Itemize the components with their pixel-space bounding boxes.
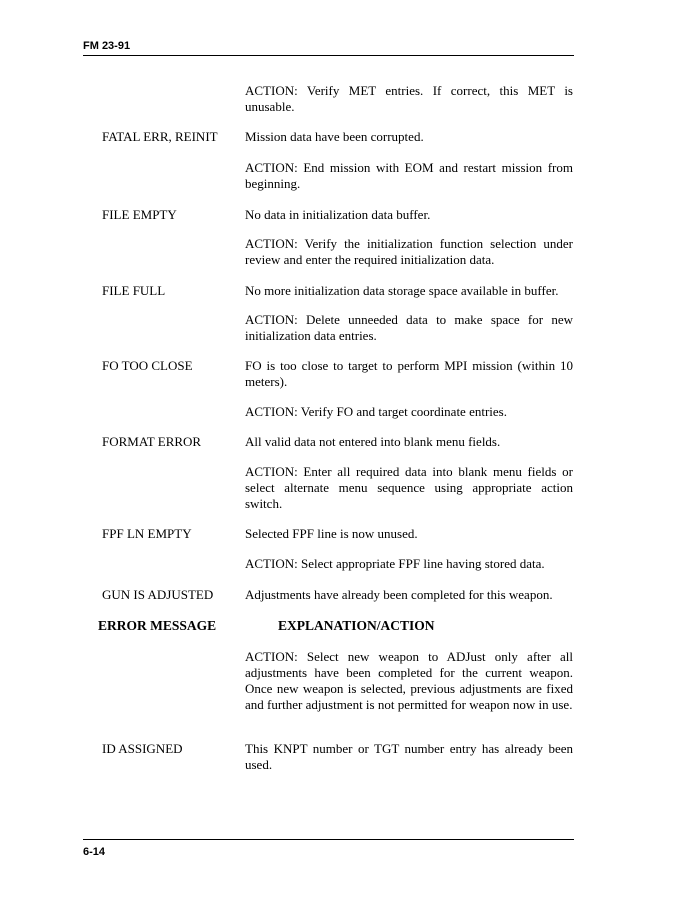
error-term: FILE EMPTY: [102, 207, 177, 222]
explanation-text: No more initialization data storage space available in buffer.: [245, 283, 559, 298]
action-text: ACTION: Delete unneeded data to make space for new initialization data entries.: [245, 312, 573, 343]
column-header-explanation-action: EXPLANATION/ACTION: [278, 618, 435, 633]
action-text: ACTION: Select new weapon to ADJust only after all adjustments have been completed for the current weapon. Once new weapon is selected, previous adjustments are fixed and further adjustment is not permitted for weapon now in use.: [245, 649, 573, 712]
footer-rule: [83, 839, 574, 840]
explanation-text: Adjustments have already been completed for this weapon.: [245, 587, 553, 602]
error-term: FILE FULL: [102, 283, 166, 298]
explanation-text: FO is too close to target to perform MPI mission (within 10 meters).: [245, 358, 573, 389]
action-text: ACTION: Verify FO and target coordinate entries.: [245, 404, 507, 419]
error-term: GUN IS ADJUSTED: [102, 587, 214, 602]
error-term: FATAL ERR, REINIT: [102, 129, 218, 144]
error-term: FO TOO CLOSE: [102, 358, 193, 373]
header-rule: [83, 55, 574, 56]
action-text: ACTION: Select appropriate FPF line having stored data.: [245, 556, 545, 571]
explanation-text: ACTION: Verify MET entries. If correct, this MET is unusable.: [245, 83, 573, 114]
error-term: FPF LN EMPTY: [102, 526, 192, 541]
error-term: FORMAT ERROR: [102, 434, 202, 449]
explanation-text: All valid data not entered into blank menu fields.: [245, 434, 501, 449]
explanation-text: Mission data have been corrupted.: [245, 129, 424, 144]
action-text: ACTION: End mission with EOM and restart mission from beginning.: [245, 160, 573, 191]
action-text: ACTION: Verify the initialization function selection under review and enter the required initialization data.: [245, 236, 573, 267]
column-header-error-message: ERROR MESSAGE: [98, 618, 217, 633]
error-term: ID ASSIGNED: [102, 741, 183, 756]
explanation-text: No data in initialization data buffer.: [245, 207, 431, 222]
page-number: 6-14: [83, 846, 106, 858]
explanation-text: Selected FPF line is now unused.: [245, 526, 418, 541]
action-text: ACTION: Enter all required data into blank menu fields or select alternate menu sequence using appropriate action switch.: [245, 464, 573, 511]
running-header: FM 23-91: [83, 40, 131, 52]
explanation-text: This KNPT number or TGT number entry has already been used.: [245, 741, 573, 772]
